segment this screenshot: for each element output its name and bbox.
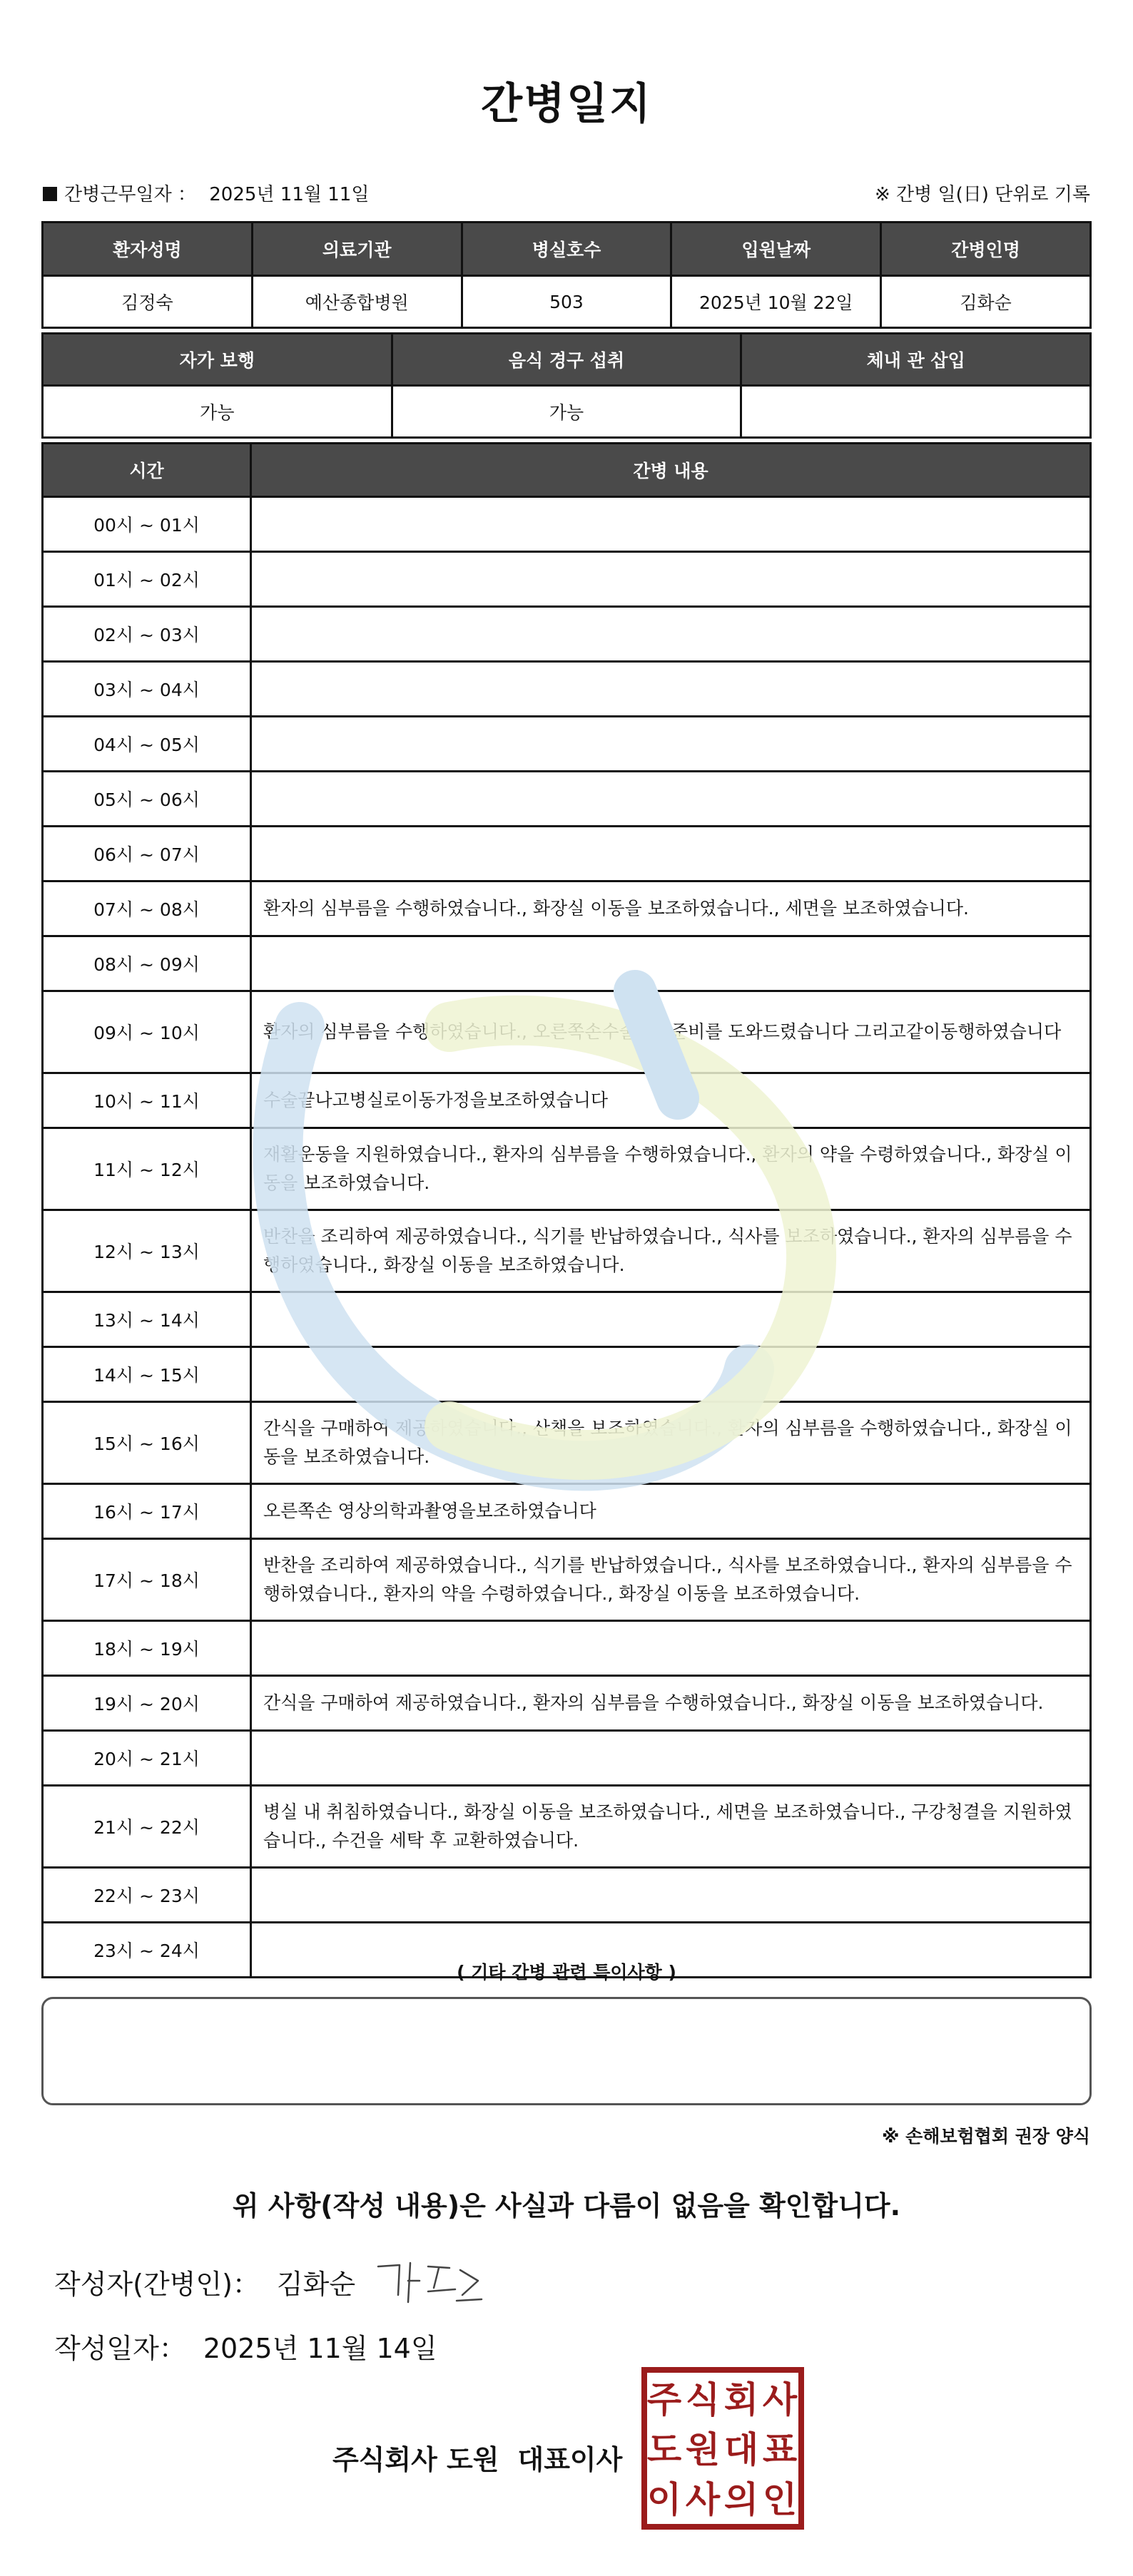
log-content: [251, 1868, 1091, 1923]
patient-status-table: [41, 332, 1092, 439]
table-row: [43, 1073, 1091, 1128]
log-time: 23시 ~ 24시: [43, 1923, 251, 1978]
log-content: [251, 827, 1091, 881]
tube-insertion-value: [741, 386, 1091, 438]
table-row: [43, 936, 1091, 991]
log-time: 17시 ~ 18시: [43, 1539, 251, 1621]
work-date: [43, 180, 369, 206]
table-row: [43, 991, 1091, 1073]
header-admission-date: 입원날짜: [671, 223, 881, 276]
log-time: 06시 ~ 07시: [43, 827, 251, 881]
write-date-label: 작성일자：: [54, 2333, 186, 2364]
table-row: [43, 607, 1091, 662]
log-time: 05시 ~ 06시: [43, 772, 251, 827]
table-row: [43, 1402, 1091, 1484]
header-hospital: 의료기관: [252, 223, 462, 276]
log-content: [251, 552, 1091, 607]
header-oral-intake: 음식 경구 섭취: [392, 334, 741, 386]
header-time: 시간: [43, 444, 251, 497]
log-time: 03시 ~ 04시: [43, 662, 251, 717]
log-content: [251, 497, 1091, 552]
header-caregiver-name: 간병인명: [881, 223, 1091, 276]
writer-name: 김화순: [276, 2269, 356, 2300]
table-row: [43, 1539, 1091, 1621]
company-name: 주식회사 도원: [332, 2444, 499, 2475]
table-row: [43, 1484, 1091, 1539]
log-content: [251, 772, 1091, 827]
representative-title: 대표이사: [517, 2444, 623, 2475]
seal-character: 의: [723, 2479, 759, 2520]
page-title: 간병일지: [481, 79, 652, 129]
caregiver-name: 김화순: [881, 276, 1091, 328]
header-patient-name: 환자성명: [43, 223, 253, 276]
log-content: 환자의 심부름을 수행하였습니다., 오른쪽손수술실갈준비를 도와드렸습니다 그리고같이동행하였습니다: [251, 991, 1091, 1073]
header-room-number: 병실호수: [462, 223, 671, 276]
log-content: 간식을 구매하여 제공하였습니다., 산책을 보조하였습니다., 환자의 심부름을 수행하였습니다., 화장실 이동을 보조하였습니다.: [251, 1402, 1091, 1484]
table-row: [43, 827, 1091, 881]
log-content: [251, 1621, 1091, 1676]
seal-character: 주: [646, 2379, 682, 2421]
table-row: [43, 1786, 1091, 1868]
seal-character: 사: [685, 2479, 721, 2520]
remarks-box: [41, 1997, 1092, 2105]
self-walking-value: 가능: [43, 386, 392, 438]
remarks-title: ( 기타 간병 관련 특이사항 ): [457, 1962, 676, 1983]
log-time: 15시 ~ 16시: [43, 1402, 251, 1484]
table-row: [43, 717, 1091, 772]
hospital: 예산종합병원: [252, 276, 462, 328]
square-bullet-icon: [43, 187, 57, 201]
writer-line: [54, 2262, 355, 2301]
log-content: [251, 1347, 1091, 1402]
table-row: [43, 1210, 1091, 1292]
table-row: [43, 1676, 1091, 1731]
oral-intake-value: 가능: [392, 386, 741, 438]
log-content: [251, 1731, 1091, 1786]
log-time: 10시 ~ 11시: [43, 1073, 251, 1128]
handwritten-signature: [371, 2252, 485, 2309]
table-row: [43, 1868, 1091, 1923]
log-time: 02시 ~ 03시: [43, 607, 251, 662]
seal-character: 대: [723, 2429, 759, 2470]
write-date-value: 2025년 11월 14일: [203, 2333, 437, 2364]
table-row: [43, 552, 1091, 607]
seal-character: 회: [723, 2379, 759, 2421]
table-row: [43, 1621, 1091, 1676]
log-content: [251, 717, 1091, 772]
table-row: [43, 1347, 1091, 1402]
table-header-row: [43, 334, 1091, 386]
seal-character: 식: [685, 2379, 721, 2421]
log-content: [251, 607, 1091, 662]
recommend-note: ※ 손해보험협회 권장 양식: [882, 2126, 1090, 2147]
seal-character: 표: [762, 2429, 798, 2470]
seal-character: 인: [762, 2479, 798, 2520]
table-row: [43, 276, 1091, 328]
header-care-content: 간병 내용: [251, 444, 1091, 497]
table-row: [43, 662, 1091, 717]
table-header-row: [43, 223, 1091, 276]
header-tube-insertion: 체내 관 삽입: [741, 334, 1091, 386]
log-time: 19시 ~ 20시: [43, 1676, 251, 1731]
work-date-value: 2025년 11월 11일: [209, 184, 370, 205]
seal-character: 도: [646, 2429, 682, 2470]
log-time: 16시 ~ 17시: [43, 1484, 251, 1539]
log-time: 18시 ~ 19시: [43, 1621, 251, 1676]
log-time: 04시 ~ 05시: [43, 717, 251, 772]
log-time: 12시 ~ 13시: [43, 1210, 251, 1292]
log-time: 07시 ~ 08시: [43, 881, 251, 936]
log-content: 간식을 구매하여 제공하였습니다., 환자의 심부름을 수행하였습니다., 화장실 이동을 보조하였습니다.: [251, 1676, 1091, 1731]
log-time: 13시 ~ 14시: [43, 1292, 251, 1347]
confirmation-statement: 위 사항(작성 내용)은 사실과 다름이 없음을 확인합니다.: [232, 2190, 901, 2222]
unit-note: ※ 간병 일(日) 단위로 기록: [874, 184, 1090, 205]
log-time: 00시 ~ 01시: [43, 497, 251, 552]
log-content: [251, 1292, 1091, 1347]
log-time: 14시 ~ 15시: [43, 1347, 251, 1402]
seal-character: 이: [646, 2479, 682, 2520]
header-self-walking: 자가 보행: [43, 334, 392, 386]
write-date-line: [54, 2326, 437, 2366]
table-row: [43, 1292, 1091, 1347]
seal-character: 원: [685, 2429, 721, 2470]
company-seal-icon: [641, 2366, 805, 2530]
log-content: 수술끝나고병실로이동가정을보조하였습니다: [251, 1073, 1091, 1128]
table-row: [43, 881, 1091, 936]
log-content: 반찬을 조리하여 제공하였습니다., 식기를 반납하였습니다., 식사를 보조하였습니다., 환자의 심부름을 수행하였습니다., 환자의 약을 수령하였습니다., 화장실 이동을 보조하였습니다.: [251, 1539, 1091, 1621]
writer-label: 작성자(간병인)：: [54, 2269, 260, 2300]
room-number: 503: [462, 276, 671, 328]
log-time: 01시 ~ 02시: [43, 552, 251, 607]
patient-info-table: [41, 221, 1092, 329]
patient-name: 김정숙: [43, 276, 253, 328]
work-date-label: 간병근무일자 ：: [64, 184, 196, 205]
table-row: [43, 1731, 1091, 1786]
log-content: 병실 내 취침하였습니다., 화장실 이동을 보조하였습니다., 세면을 보조하였습니다., 구강청결을 지원하였습니다., 수건을 세탁 후 교환하였습니다.: [251, 1786, 1091, 1868]
log-content: 반찬을 조리하여 제공하였습니다., 식기를 반납하였습니다., 식사를 보조하였습니다., 환자의 심부름을 수행하였습니다., 화장실 이동을 보조하였습니다.: [251, 1210, 1091, 1292]
log-content: 재활운동을 지원하였습니다., 환자의 심부름을 수행하였습니다., 환자의 약을 수령하였습니다., 화장실 이동을 보조하였습니다.: [251, 1128, 1091, 1210]
care-log-body: [43, 497, 1091, 1978]
admission-date: 2025년 10월 22일: [671, 276, 881, 328]
log-time: 20시 ~ 21시: [43, 1731, 251, 1786]
care-log-table: [41, 442, 1092, 1978]
table-header-row: [43, 444, 1091, 497]
log-time: 22시 ~ 23시: [43, 1868, 251, 1923]
table-row: [43, 386, 1091, 438]
seal-character: 사: [762, 2379, 798, 2421]
log-time: 21시 ~ 22시: [43, 1786, 251, 1868]
log-time: 08시 ~ 09시: [43, 936, 251, 991]
table-row: [43, 1128, 1091, 1210]
company-line: [332, 2438, 622, 2477]
log-time: 09시 ~ 10시: [43, 991, 251, 1073]
log-content: 오른쪽손 영상의학과촬영을보조하였습니다: [251, 1484, 1091, 1539]
log-content: [251, 936, 1091, 991]
log-time: 11시 ~ 12시: [43, 1128, 251, 1210]
log-content: [251, 662, 1091, 717]
table-row: [43, 772, 1091, 827]
table-row: [43, 497, 1091, 552]
log-content: 환자의 심부름을 수행하였습니다., 화장실 이동을 보조하였습니다., 세면을 보조하였습니다.: [251, 881, 1091, 936]
